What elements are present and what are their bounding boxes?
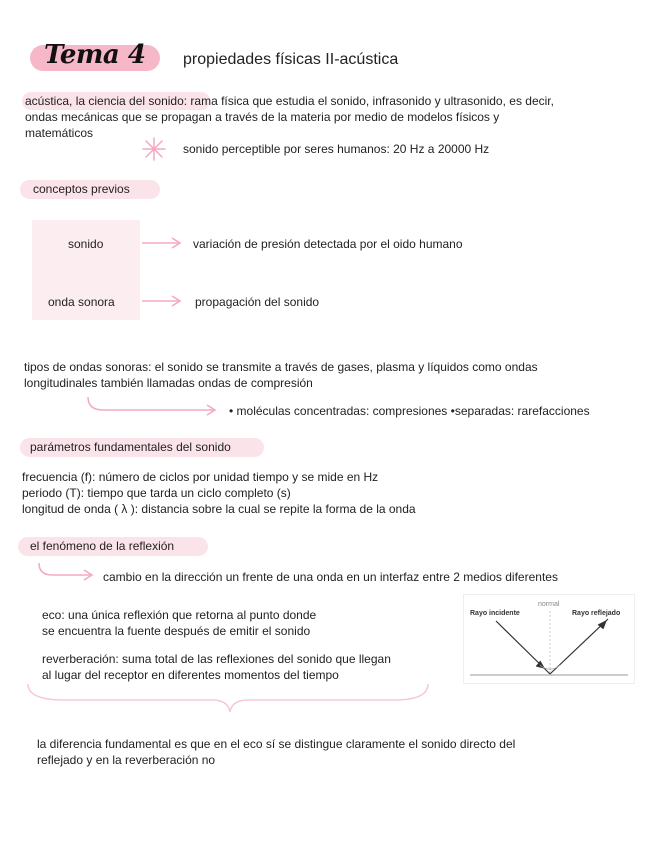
diagram-reflected-label: Rayo reflejado xyxy=(572,610,621,617)
eco-line-1: eco: una única reflexión que retorna al punto donde xyxy=(42,608,317,622)
diagram-incident-label: Rayo incidente xyxy=(470,610,520,617)
concept-term: onda sonora xyxy=(48,295,115,309)
page-subtitle: propiedades físicas II-acústica xyxy=(183,51,399,68)
section-heading-reflexion: el fenómeno de la reflexión xyxy=(30,539,175,553)
eco-line-2: se encuentra la fuente después de emitir el sonido xyxy=(42,624,311,638)
curved-arrow-icon xyxy=(85,394,220,420)
reflexion-definition: cambio en la dirección un frente de una onda en un interfaz entre 2 medios diferentes xyxy=(103,570,558,584)
concept-term: sonido xyxy=(68,237,104,251)
parameter-line: frecuencia (f): número de ciclos por unidad tiempo y se mide en Hz xyxy=(22,470,379,484)
intro-line-3: matemáticos xyxy=(25,126,94,140)
intro-line-2: ondas mecánicas que se propagan a través de la materia por medio de modelos físicos y xyxy=(25,110,500,124)
arrow-right-icon xyxy=(140,292,186,310)
types-bullets: • moléculas concentradas: compresiones •separadas: rarefacciones xyxy=(229,404,590,418)
diagram-normal-label: normal xyxy=(538,601,560,608)
intro-note: sonido perceptible por seres humanos: 20 Hz a 20000 Hz xyxy=(183,142,490,156)
reflection-rays-icon xyxy=(464,595,634,683)
section-heading-conceptos: conceptos previos xyxy=(33,182,130,196)
intro-line-1-rest: rama física que estudia el sonido, infrasonido y ultrasonido, es decir, xyxy=(187,94,554,108)
concept-definition: propagación del sonido xyxy=(195,295,320,309)
page-title: Tema 4 xyxy=(44,40,146,70)
section-heading-parametros: parámetros fundamentales del sonido xyxy=(30,440,231,454)
concept-definition: variación de presión detectada por el oido humano xyxy=(193,237,463,251)
intro-line-1 xyxy=(25,93,554,109)
reverb-line-2: al lugar del receptor en diferentes momentos del tiempo xyxy=(42,668,339,682)
types-line-2: longitudinales también llamadas ondas de compresión xyxy=(24,376,313,390)
conclusion-line-2: reflejado y en la reverberación no xyxy=(37,753,216,767)
reflection-diagram xyxy=(463,594,635,684)
types-line-1: tipos de ondas sonoras: el sonido se transmite a través de gases, plasma y líquidos como ondas xyxy=(24,360,538,374)
reverb-line-1: reverberación: suma total de las reflexiones del sonido que llegan xyxy=(42,652,391,666)
curly-brace-icon xyxy=(24,680,434,720)
conclusion-line-1: la diferencia fundamental es que en el eco sí se distingue claramente el sonido directo del xyxy=(37,737,516,751)
curved-arrow-icon xyxy=(36,560,96,584)
intro-term: acústica, la ciencia del sonido: xyxy=(25,94,188,108)
parameter-line: longitud de onda ( λ ): distancia sobre la cual se repite la forma de la onda xyxy=(22,502,416,516)
asterisk-doodle-icon xyxy=(141,136,167,162)
arrow-right-icon xyxy=(140,234,186,252)
parameter-line: periodo (T): tiempo que tarda un ciclo completo (s) xyxy=(22,486,291,500)
